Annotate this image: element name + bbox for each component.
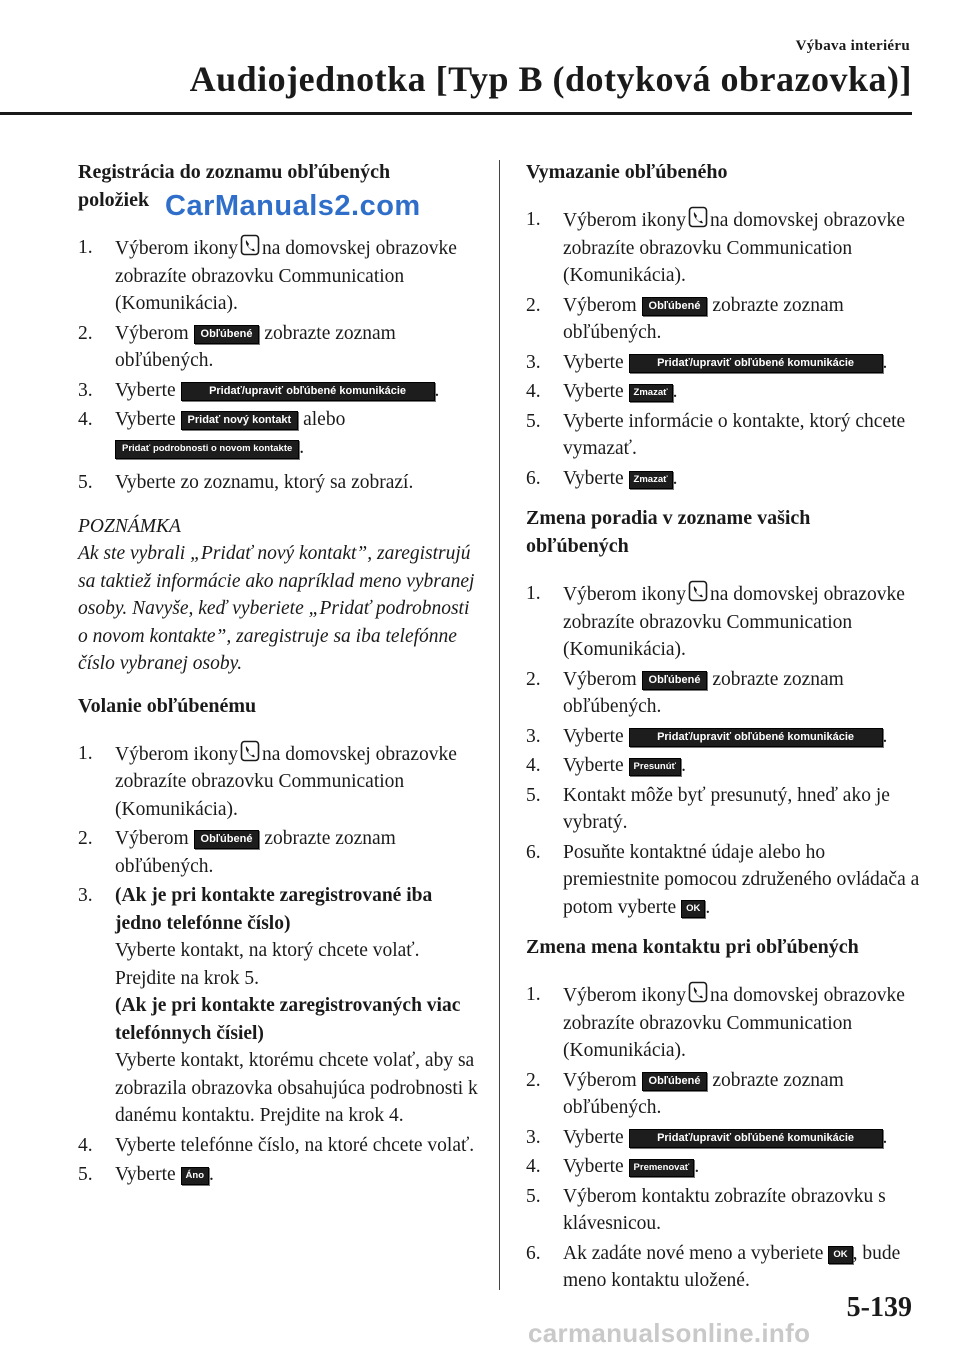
communication-phone-icon [688,580,708,602]
step-item: 6. Vyberte Zmazať . [526,467,678,489]
header-subtitle: Výbava interiéru [795,38,910,54]
move-button: Presunúť [629,758,682,776]
step-item: 3. Vyberte Pridať/upraviť obľúbené komunikácie . [526,725,888,747]
step-item: 4. Vyberte Presunúť . [526,755,686,776]
page-number: 5-139 [846,1292,912,1323]
section-heading-rename: Zmena mena kontaktu pri obľúbených [526,936,859,958]
watermark-bottom: carmanualsonline.info [528,1318,811,1348]
add-details-new-contact-button: Pridať podrobnosti o novom kontakte [115,440,299,459]
step-item: 5. Vyberte informácie o kontakte, ktorý chcete vymazať. [526,410,906,459]
favorites-button: Obľúbené [194,325,260,344]
communication-phone-icon [240,234,260,256]
header-rule [0,112,912,115]
section-heading-calling: Volanie obľúbenému [78,694,257,717]
step-item: 2. Výberom Obľúbené zobrazte zoznam obľúbených. [526,1069,844,1118]
right-column [526,158,926,1297]
column-divider [499,160,500,1290]
step-item: 2. Výberom Obľúbené zobrazte zoznam obľúbených. [78,828,396,877]
favorites-button: Obľúbené [642,671,708,690]
communication-phone-icon [688,981,708,1003]
note-heading: POZNÁMKA [78,515,181,537]
delete-button: Zmazať [629,471,673,489]
yes-button: Áno [181,1167,209,1185]
communication-phone-icon [688,206,708,228]
step-item: 3. (Ak je pri kontakte zaregistrované iba jedno telefónne číslo) Vyberte kontakt, na ktorý chcete volať. Prejdite na krok 5. (Ak je pri kontakte zaregistrovaných viac telefónnych čísiel) Vyberte kontakt, ktorému chcete volať, aby sa zobrazila obrazovka obsahujúca podrobnosti k danému kontaktu. Prejdite na krok 4. [78,885,478,1126]
step-item: 4. Vyberte telefónne číslo, na ktoré chcete volať. [78,1134,475,1156]
step-item: 5. Vyberte Áno . [78,1164,214,1185]
rename-button: Premenovať [629,1159,695,1177]
note-text: Ak ste vybrali „Pridať nový kontakt”, zaregistrujú sa taktiež informácie ako napríklad meno vybranej osoby. Navyše, keď vyberiete „Pridať podrobnosti o novom kontakte”, zaregistruje sa iba telefónne číslo vybranej osoby. [78,543,475,674]
step-item: 2. Výberom Obľúbené zobrazte zoznam obľúbených. [78,322,396,371]
page-title: Audiojednotka [Typ B (dotyková obrazovka)] [189,59,912,99]
step-item: 2. Výberom Obľúbené zobrazte zoznam obľúbených. [526,668,844,717]
step-item: 1. Výberom ikony na domovskej obrazovke zobrazíte obrazovku Communication (Komunikácia). [526,981,926,1065]
favorites-button: Obľúbené [642,297,708,316]
step-item: 1. Výberom ikony na domovskej obrazovke zobrazíte obrazovku Communication (Komunikácia). [526,580,926,664]
communication-phone-icon [240,740,260,762]
step-item: 4. Vyberte Premenovať . [526,1156,700,1177]
step-item: 3. Vyberte Pridať/upraviť obľúbené komunikácie . [526,351,888,373]
step-item: 4. Vyberte Zmazať . [526,381,678,402]
left-column [78,158,478,1191]
section-heading-delete: Vymazanie obľúbeného [526,161,728,183]
step-item: 6. Posuňte kontaktné údaje alebo ho premiestnite pomocou združeného ovládača a potom vyberte OK . [526,841,920,918]
step-item: 5. Kontakt môže byť presunutý, hneď ako je vybratý. [526,784,890,833]
step-item: 5. Vyberte zo zoznamu, ktorý sa zobrazí. [78,472,414,493]
step-item: 6. Ak zadáte nové meno a vyberiete OK , bude meno kontaktu uložené. [526,1242,901,1291]
add-edit-favorites-button: Pridať/upraviť obľúbené komunikácie [629,728,883,747]
delete-button: Zmazať [629,384,673,402]
step-item: 3. Vyberte Pridať/upraviť obľúbené komunikácie . [78,379,440,401]
add-new-contact-button: Pridať nový kontakt [181,411,299,430]
add-edit-favorites-button: Pridať/upraviť obľúbené komunikácie [629,354,883,373]
step-item: 3. Vyberte Pridať/upraviť obľúbené komunikácie . [526,1126,888,1148]
section-heading-registration: Registrácia do zoznamu obľúbených položiek [78,161,391,211]
step-item: 4. Vyberte Pridať nový kontakt alebo Pridať podrobnosti o novom kontakte . [78,409,346,458]
step-item: 1. Výberom ikony na domovskej obrazovke zobrazíte obrazovku Communication (Komunikácia). [78,234,478,318]
step-item: 5. Výberom kontaktu zobrazíte obrazovku s klávesnicou. [526,1185,886,1234]
step-item: 1. Výberom ikony na domovskej obrazovke zobrazíte obrazovku Communication (Komunikácia). [78,740,478,824]
step-item: 2. Výberom Obľúbené zobrazte zoznam obľúbených. [526,294,844,343]
section-heading-reorder: Zmena poradia v zozname vašich obľúbených [526,507,811,557]
step-item: 1. Výberom ikony na domovskej obrazovke zobrazíte obrazovku Communication (Komunikácia). [526,206,926,290]
add-edit-favorites-button: Pridať/upraviť obľúbené komunikácie [181,382,435,401]
favorites-button: Obľúbené [642,1072,708,1091]
ok-button: OK [681,900,705,918]
favorites-button: Obľúbené [194,830,260,849]
ok-button: OK [828,1246,852,1264]
watermark-top: CarManuals2.com [165,190,421,222]
add-edit-favorites-button: Pridať/upraviť obľúbené komunikácie [629,1129,883,1148]
